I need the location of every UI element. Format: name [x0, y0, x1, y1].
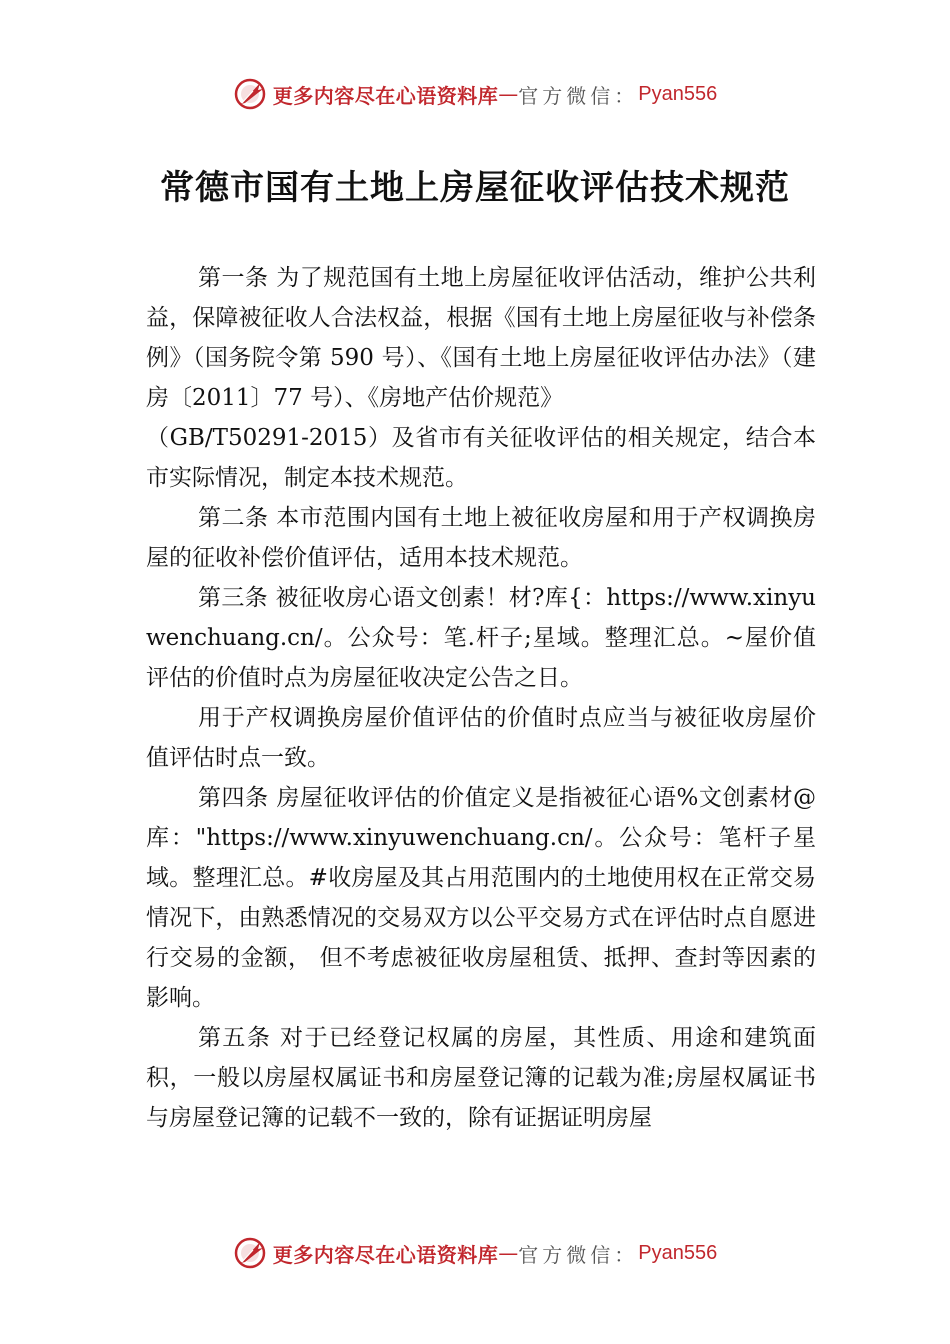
official-wechat-label: 官方微信： — [518, 83, 639, 108]
paragraph-article-3-cont: 用于产权调换房屋价值评估的价值时点应当与被征收房屋价值评估时点一致。 — [146, 705, 816, 771]
promo-text: 更多内容尽在心语资料库 — [272, 1242, 499, 1267]
header-banner — [0, 74, 950, 114]
quill-stamp-icon — [233, 1236, 267, 1270]
document-title: 常德市国有土地上房屋征收评估技术规范 — [160, 168, 790, 208]
footer-banner — [0, 1233, 950, 1273]
paragraph-article-3: 第三条 被征收房心语文创素！材?库{：https://www.xinyuwenchuang.cn/。公众号：笔.杆子;星域。整理汇总。~屋价值评估的价值时点为房屋征收决定公告之日。 — [146, 585, 816, 691]
document-body — [146, 258, 816, 1138]
promo-text: 更多内容尽在心语资料库 — [272, 83, 499, 108]
paragraph-article-5: 第五条 对于已经登记权属的房屋，其性质、用途和建筑面积，一般以房屋权属证书和房屋登记簿的记载为准;房屋权属证书与房屋登记簿的记载不一致的，除有证据证明房屋 — [146, 1025, 816, 1131]
paragraph-article-1-cont: （GB/T50291-2015）及省市有关征收评估的相关规定，结合本市实际情况，制定本技术规范。 — [146, 425, 816, 491]
banner-dash: — — [498, 82, 519, 106]
paragraph-article-4: 第四条 房屋征收评估的价值定义是指被征心语%文创素材@库："https://www.xinyuwenchuang.cn/。公众号：笔杆子星域。整理汇总。#收房屋及其占用范围内的土地使用权在正常交易情况下，由熟悉情况的交易双方以公平交易方式在评估时点自愿进行交易的金额， 但不考虑被征收房屋租赁、抵押、查封等因素的影响。 — [146, 785, 816, 1011]
wechat-id: Pyan556 — [638, 1241, 718, 1264]
paragraph-article-2: 第二条 本市范围内国有土地上被征收房屋和用于产权调换房屋的征收补偿价值评估，适用本技术规范。 — [146, 505, 816, 571]
banner-dash: — — [498, 1241, 519, 1265]
paragraph-article-1: 第一条 为了规范国有土地上房屋征收评估活动，维护公共利益，保障被征收人合法权益，根据《国有土地上房屋征收与补偿条例》（国务院令第 590 号）、《国有土地上房屋征收评估办法》（建房〔2011〕77 号）、《房地产估价规范》 — [146, 265, 816, 411]
official-wechat-label: 官方微信： — [518, 1242, 639, 1267]
wechat-id: Pyan556 — [638, 82, 718, 105]
quill-stamp-icon — [233, 77, 267, 111]
